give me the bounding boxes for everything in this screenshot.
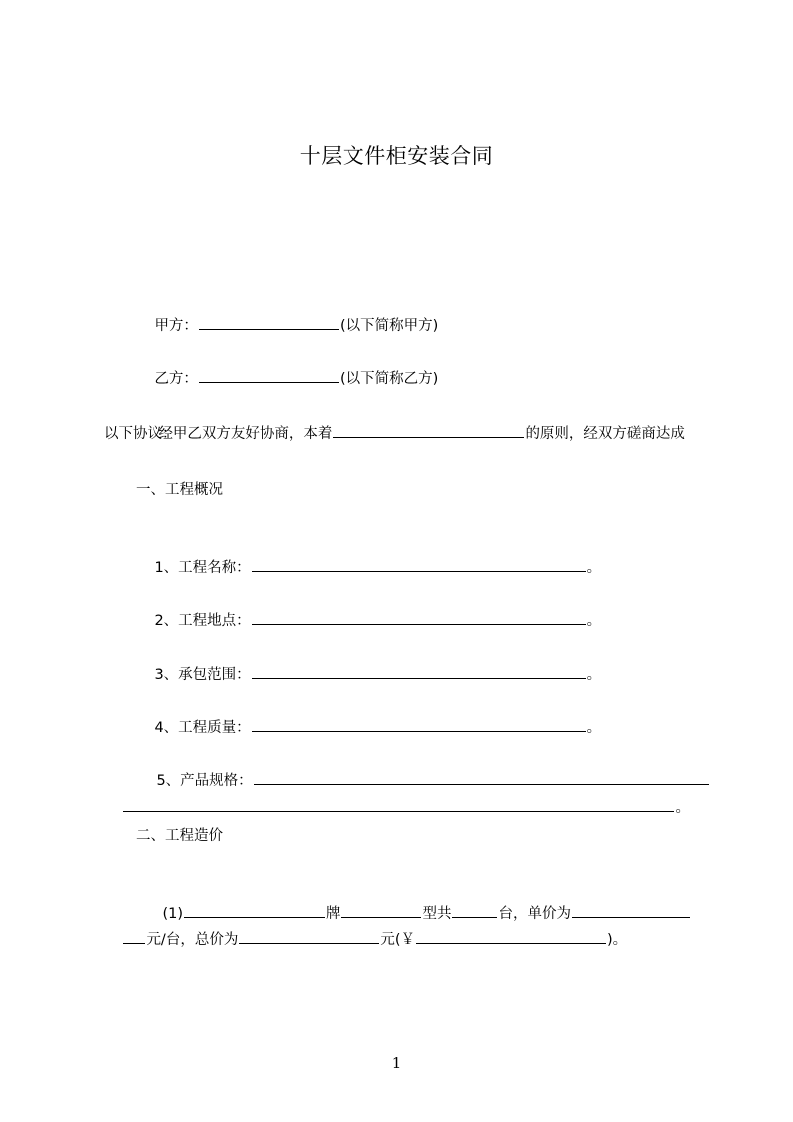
intro-line-2: 以下协议： bbox=[104, 426, 177, 442]
project-location-end: 。 bbox=[586, 613, 602, 629]
contract-scope-blank[interactable] bbox=[252, 662, 586, 679]
project-name-label: 1、工程名称： bbox=[154, 560, 251, 576]
intro-prefix: 经甲乙双方友好协商，本着 bbox=[158, 426, 333, 442]
unit-price-blank-2[interactable] bbox=[123, 927, 145, 944]
product-spec-blank-2[interactable] bbox=[123, 795, 674, 812]
product-spec-end: 。 bbox=[675, 800, 690, 816]
product-spec-label: 5、产品规格： bbox=[156, 773, 253, 789]
brand-label: 牌 bbox=[325, 906, 341, 922]
contract-scope-label: 3、承包范围： bbox=[154, 667, 251, 683]
project-quality-blank[interactable] bbox=[252, 715, 586, 732]
price-close: )。 bbox=[607, 932, 628, 948]
yuan-open-label: 元(￥ bbox=[380, 932, 415, 948]
intro-suffix: 的原则，经双方磋商达成 bbox=[525, 426, 685, 442]
party-b-label: 乙方： bbox=[154, 371, 198, 387]
total-price-figure-blank[interactable] bbox=[416, 927, 606, 944]
project-location-label: 2、工程地点： bbox=[154, 613, 251, 629]
party-a-suffix: (以下简称甲方) bbox=[339, 318, 439, 334]
party-a-label: 甲方： bbox=[154, 318, 198, 334]
price-line-2 bbox=[104, 903, 704, 976]
section-2-heading: 二、工程造价 bbox=[136, 828, 223, 844]
section-1-heading: 一、工程概况 bbox=[136, 482, 223, 498]
party-b-blank[interactable] bbox=[199, 366, 339, 383]
price-item-number: (1) bbox=[162, 906, 183, 922]
total-price-blank[interactable] bbox=[239, 927, 379, 944]
party-b-suffix: (以下简称乙方) bbox=[339, 371, 439, 387]
model-label: 型共 bbox=[422, 906, 452, 922]
page-number: 1 bbox=[391, 1054, 402, 1072]
document-title: 十层文件柜安装合同 bbox=[299, 144, 494, 168]
per-unit-label: 元/台，总价为 bbox=[146, 932, 239, 948]
project-quality-end: 。 bbox=[586, 720, 602, 736]
contract-scope-end: 。 bbox=[586, 667, 602, 683]
project-location-blank[interactable] bbox=[252, 608, 586, 625]
project-quality-label: 4、工程质量： bbox=[154, 720, 251, 736]
unit-price-label: 台，单价为 bbox=[498, 906, 571, 922]
project-name-blank[interactable] bbox=[252, 555, 586, 572]
project-name-end: 。 bbox=[586, 560, 602, 576]
party-a-blank[interactable] bbox=[199, 313, 339, 330]
